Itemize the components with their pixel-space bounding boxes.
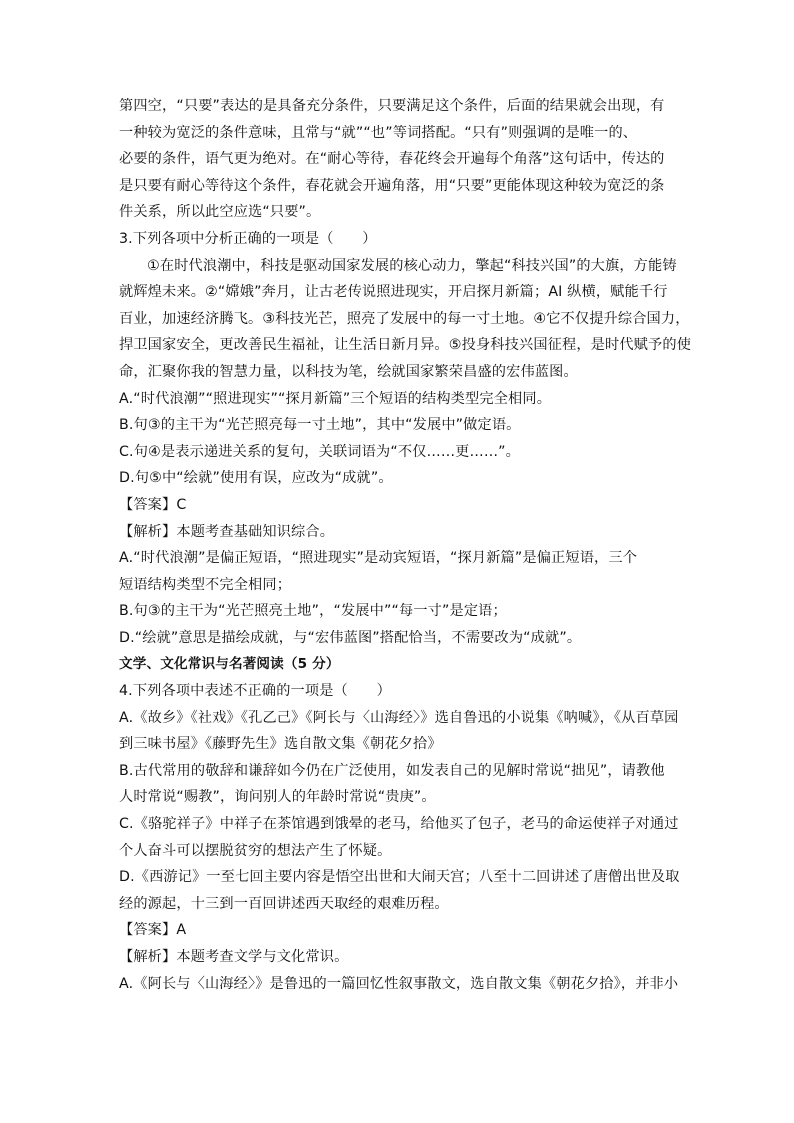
option-a-cont: 到三味书屋》《藤野先生》选自散文集《朝花夕拾》 <box>119 736 442 753</box>
option-c: C.句④是表示递进关系的复句，关联词语为“不仅……更……”。 <box>119 443 521 460</box>
passage-line: ①在时代浪潮中，科技是驱动国家发展的核心动力，擎起“科技兴国”的大旗，方能铸 <box>147 257 677 274</box>
text-line: 第四空，“只要”表达的是具备充分条件，只要满足这个条件，后面的结果就会出现，有 <box>119 98 665 114</box>
analysis-line: A.“时代浪潮”是偏正短语，“照进现实”是动宾短语，“探月新篇”是偏正短语，三个 <box>119 550 638 567</box>
analysis-label: 【解析】本题考查文学与文化常识。 <box>119 949 349 965</box>
option-d-cont: 经的源起，十三到一百回讲述西天取经的艰难历程。 <box>119 895 449 912</box>
analysis-line: B.句③的主干为“光芒照亮土地”，“发展中”“每一寸”是定语； <box>119 603 507 620</box>
passage-line: 就辉煌未来。②“嫦娥”奔月，让古老传说照进现实，开启探月新篇；AI 纵横，赋能千行 <box>119 284 668 301</box>
analysis-label: 【解析】本题考查基础知识综合。 <box>119 523 335 540</box>
analysis-line: A.《阿长与〈山海经〉》是鲁迅的一篇回忆性叙事散文，选自散文集《朝花夕拾》，并非小 <box>119 975 679 992</box>
option-b-cont: 人时常说“赐教”，询问别人的年龄时常说“贵庚”。 <box>119 789 436 806</box>
document-page <box>119 93 692 997</box>
text-line: 件关系，所以此空应选“只要”。 <box>119 204 321 221</box>
option-c: C.《骆驼祥子》中祥子在茶馆遇到饿晕的老马，给他买了包子，老马的命运使祥子对通过 <box>119 816 679 833</box>
question-3-stem: 3.下列各项中分析正确的一项是（ ） <box>119 230 377 247</box>
option-a: A.《故乡》《社戏》《孔乙己》《阿长与〈山海经〉》选自鲁迅的小说集《呐喊》，《从百草园 <box>119 709 679 726</box>
analysis-line: D.“绘就”意思是描绘成就，与“宏伟蓝图”搭配恰当，不需要改为“成就”。 <box>119 629 582 646</box>
analysis-line: 短语结构类型不完全相同； <box>119 576 292 593</box>
option-d: D.句⑤中“绘就”使用有误，应改为“成就”。 <box>119 470 393 487</box>
passage-line: 百业，加速经济腾飞。③科技光芒，照亮了发展中的每一寸土地。④它不仅提升综合国力， <box>119 310 690 327</box>
option-d: D.《西游记》一至七回主要内容是悟空出世和大闹天宫；八至十二回讲述了唐僧出世及取 <box>119 869 680 886</box>
text-line: 一种较为宽泛的条件意味，且常与“就”“也”等词搭配。“只有”则强调的是唯一的、 <box>119 124 638 141</box>
answer-label: 【答案】A <box>119 922 187 939</box>
option-b: B.句③的主干为“光芒照亮每一寸土地”，其中“发展中”做定语。 <box>119 417 521 434</box>
text-line: 必要的条件，语气更为绝对。在“耐心等待，春花终会开遍每个角落”这句话中，传达的 <box>119 151 665 168</box>
passage-line: 命，汇聚你我的智慧力量，以科技为笔，绘就国家繁荣昌盛的宏伟蓝图。 <box>119 363 578 380</box>
option-c-cont: 个人奋斗可以摆脱贫穷的想法产生了怀疑。 <box>119 842 392 859</box>
answer-label: 【答案】C <box>119 496 187 513</box>
question-4-stem: 4.下列各项中表述不正确的一项是（ ） <box>119 683 391 700</box>
option-b: B.古代常用的敬辞和谦辞如今仍在广泛使用，如发表自己的见解时常说“拙见”，请教他 <box>119 762 665 779</box>
passage-line: 捍卫国家安全，更改善民生福祉，让生活日新月异。⑤投身科技兴国征程，是时代赋予的使 <box>119 337 692 354</box>
section-heading: 文学、文化常识与名著阅读（5 分） <box>119 656 340 673</box>
text-line: 是只要有耐心等待这个条件，春花就会开遍角落，用“只要”更能体现这种较为宽泛的条 <box>119 177 665 194</box>
option-a: A.“时代浪潮”“照进现实”“探月新篇”三个短语的结构类型完全相同。 <box>119 390 552 407</box>
